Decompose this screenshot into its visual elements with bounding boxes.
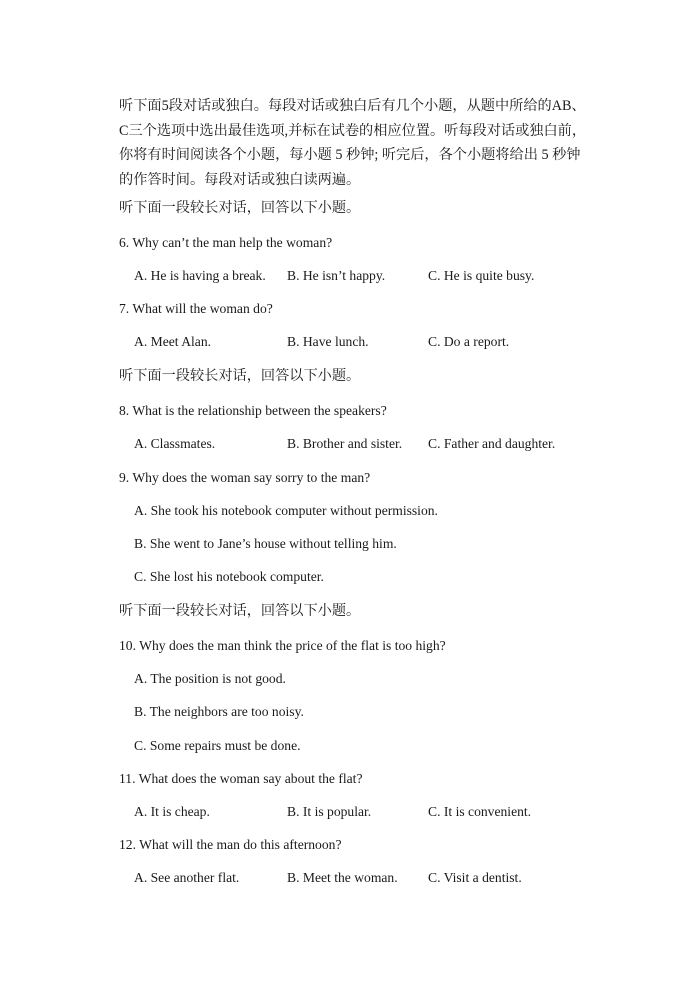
question-12: 12. What will the man do this afternoon? bbox=[119, 837, 342, 852]
question-12-option-c: C. Visit a dentist. bbox=[428, 870, 522, 885]
question-11-option-c: C. It is convenient. bbox=[428, 804, 532, 819]
question-6: 6. Why can’t the man help the woman? bbox=[119, 235, 333, 250]
question-8-option-b: B. Brother and sister. bbox=[287, 436, 403, 451]
question-8-option-c: C. Father and daughter. bbox=[428, 436, 556, 451]
section-heading: 听下面一段较长对话，回答以下小题。 bbox=[119, 200, 361, 216]
question-9-option-c: C. She lost his notebook computer. bbox=[134, 569, 324, 584]
instructions-line: C三个选项中选出最佳选项,并标在试卷的相应位置。听每段对话或独白前， bbox=[119, 122, 587, 139]
question-6-option-c: C. He is quite busy. bbox=[428, 268, 535, 283]
question-11: 11. What does the woman say about the flat? bbox=[119, 771, 363, 786]
question-12-option-b: B. Meet the woman. bbox=[287, 870, 398, 885]
question-10-option-a: A. The position is not good. bbox=[134, 671, 286, 686]
question-9-option-b: B. She went to Jane’s house without telling him. bbox=[134, 536, 397, 551]
instructions-line: 听下面5段对话或独白。每段对话或独白后有几个小题，从题中所给的AB、 bbox=[119, 98, 586, 114]
question-10-option-b: B. The neighbors are too noisy. bbox=[134, 704, 304, 719]
section-heading: 听下面一段较长对话，回答以下小题。 bbox=[119, 368, 361, 384]
question-12-option-a: A. See another flat. bbox=[134, 870, 240, 885]
instructions bbox=[119, 94, 589, 192]
question-7: 7. What will the woman do? bbox=[119, 301, 273, 316]
question-7-option-a: A. Meet Alan. bbox=[134, 334, 212, 349]
question-6-option-a: A. He is having a break. bbox=[134, 268, 266, 283]
question-9-option-a: A. She took his notebook computer without permission. bbox=[134, 503, 438, 518]
question-7-option-c: C. Do a report. bbox=[428, 334, 510, 349]
question-8-option-a: A. Classmates. bbox=[134, 436, 216, 451]
question-8: 8. What is the relationship between the speakers? bbox=[119, 403, 387, 418]
question-10: 10. Why does the man think the price of the flat is too high? bbox=[119, 638, 446, 653]
instructions-line: 的作答时间。每段对话或独白读两遍。 bbox=[119, 171, 361, 188]
question-11-option-b: B. It is popular. bbox=[287, 804, 372, 819]
question-11-option-a: A. It is cheap. bbox=[134, 804, 210, 819]
section-heading: 听下面一段较长对话，回答以下小题。 bbox=[119, 603, 361, 619]
instructions-line: 你将有时间阅读各个小题，每小题 5 秒钟; 听完后，各个小题将给出 5 秒钟 bbox=[119, 147, 581, 163]
question-6-option-b: B. He isn’t happy. bbox=[287, 268, 386, 283]
question-7-option-b: B. Have lunch. bbox=[287, 334, 369, 349]
question-10-option-c: C. Some repairs must be done. bbox=[134, 738, 301, 753]
question-9: 9. Why does the woman say sorry to the man? bbox=[119, 470, 371, 485]
